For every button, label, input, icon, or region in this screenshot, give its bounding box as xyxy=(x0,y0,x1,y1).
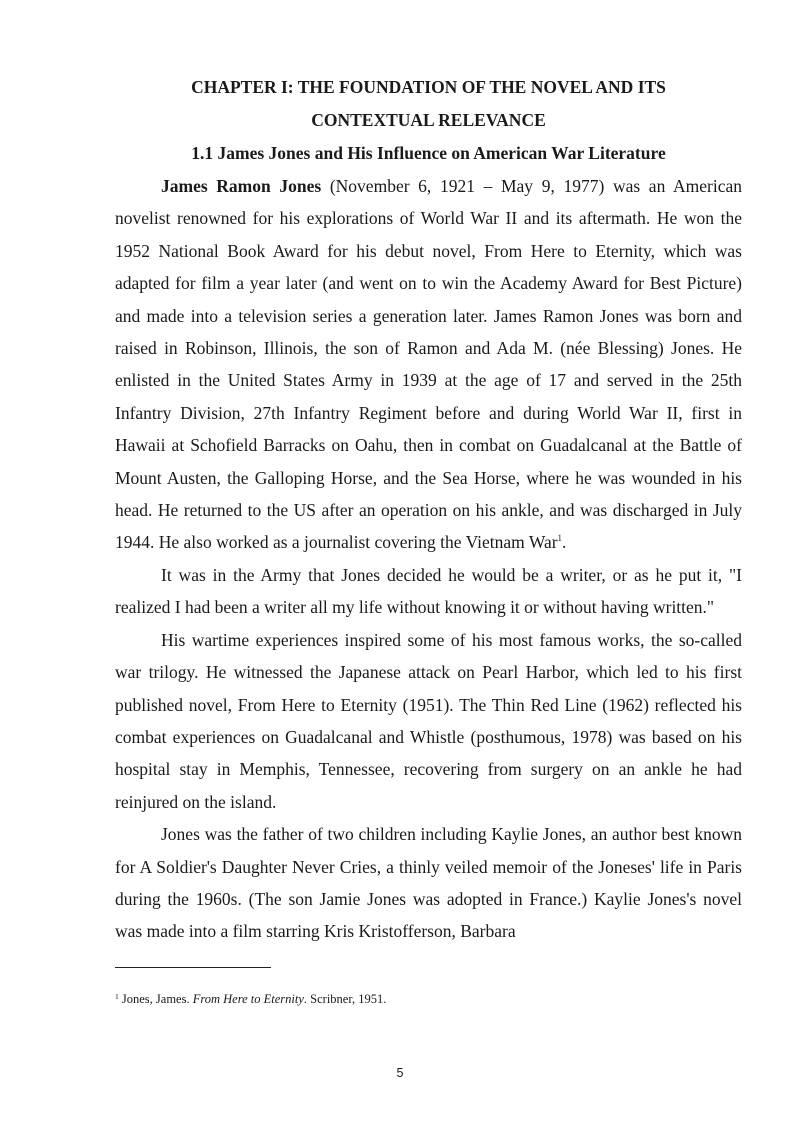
paragraph-tail: . xyxy=(562,532,567,553)
paragraph-2: It was in the Army that Jones decided he would be a writer, or as he put it, "I realized I had been a writer all my life without knowing it or without having written." xyxy=(115,564,742,618)
footnote-pre: Jones, James. xyxy=(118,992,193,1006)
paragraph-1 xyxy=(115,170,742,559)
paragraph-4: Jones was the father of two children including Kaylie Jones, an author best known for A Soldier's Daughter Never Cries, a thinly veiled memoir of the Joneses' life in Paris during the 1960s. (The son Jamie Jones was adopted in France.) Kaylie Jones's novel was made into a film starring Kris Kristofferson, Barbara xyxy=(115,824,742,942)
footnote-divider xyxy=(115,967,271,968)
page-number: 5 xyxy=(396,1066,404,1080)
paragraph-text: (November 6, 1921 – May 9, 1977) was an American novelist renowned for his explorations of World War II and its aftermath. He won the 1952 National Book Award for his debut novel, From Here to Eternity, which was adapted for film a year later (and went on to win the Academy Award for Best Picture) and made into a television series a generation later. James Ramon Jones was born and raised in Robinson, Illinois, the son of Ramon and Ada M. (née Blessing) Jones. He enlisted in the United States Army in 1939 at the age of 17 and served in the 25th Infantry Division, 27th Infantry Regiment before and during World War II, first in Hawaii at Schofield Barracks on Oahu, then in combat on Guadalcanal at the Battle of Mount Austen, the Galloping Horse, and the Sea Horse, where he was wounded in his head. He returned to the US after an operation on his ankle, and was discharged in July 1944. He also worked as a journalist covering the Vietnam War xyxy=(115,176,742,553)
footnote-post: . Scribner, 1951. xyxy=(303,992,387,1006)
footnote-book-title: From Here to Eternity xyxy=(192,992,304,1006)
paragraph-3: His wartime experiences inspired some of his most famous works, the so-called war trilogy. He witnessed the Japanese attack on Pearl Harbor, which led to his first published novel, From Here to Eternity (1951). The Thin Red Line (1962) reflected his combat experiences on Guadalcanal and Whistle (posthumous, 1978) was based on his hospital stay in Memphis, Tennessee, recovering from surgery on an ankle he had reinjured on the island. xyxy=(115,629,742,812)
chapter-title-line2: CONTEXTUAL RELEVANCE xyxy=(311,109,546,130)
footnote-ref[interactable]: 1 xyxy=(557,533,563,544)
chapter-title-line1: CHAPTER I: THE FOUNDATION OF THE NOVEL AND ITS xyxy=(191,77,666,97)
footnote xyxy=(115,990,386,1008)
chapter-title xyxy=(115,71,742,136)
footnote-number: 1 xyxy=(115,992,119,1001)
paragraph-lead: James Ramon Jones xyxy=(161,176,322,196)
section-title: 1.1 James Jones and His Influence on American War Literature xyxy=(191,143,666,163)
body-text xyxy=(115,170,742,948)
